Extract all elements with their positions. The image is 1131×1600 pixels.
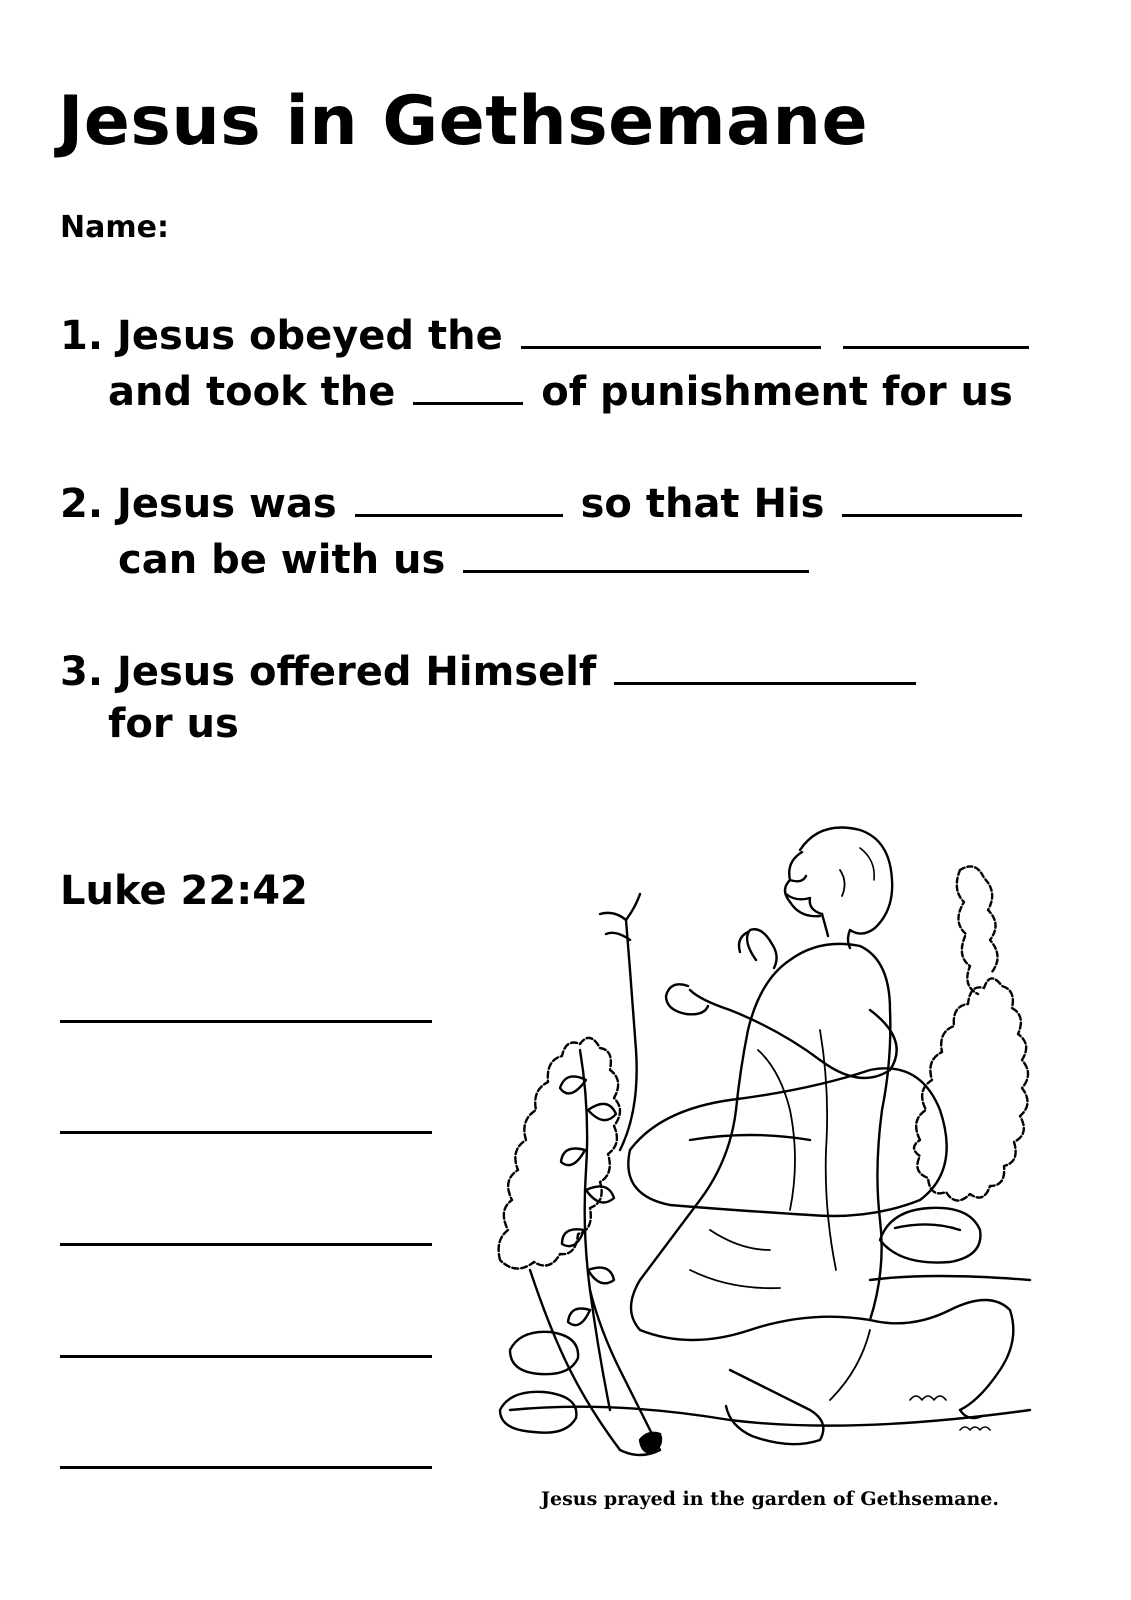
writing-line[interactable] [60,1355,432,1358]
illustration-caption: Jesus prayed in the garden of Gethsemane. [541,1488,999,1510]
question-2-text-a: 2. Jesus was [60,481,337,527]
question-2-line-2 [118,536,813,583]
answer-blank[interactable] [355,480,563,517]
question-3-text-b: for us [108,701,239,747]
page-title: Jesus in Gethsemane [58,82,869,161]
answer-blank[interactable] [843,312,1029,349]
answer-blank[interactable] [463,536,809,573]
question-3-line-1 [60,648,920,695]
question-1-line-2 [108,368,1013,415]
question-1-line-1 [60,312,1033,359]
answer-blank[interactable] [842,480,1022,517]
writing-line[interactable] [60,1243,432,1246]
writing-line[interactable] [60,1131,432,1134]
answer-blank[interactable] [614,648,916,685]
question-1-text-c: of punishment for us [541,369,1013,415]
answer-blank[interactable] [413,368,523,405]
coloring-illustration [490,810,1050,1480]
question-1-text-b: and took the [108,369,396,415]
answer-blank[interactable] [521,312,821,349]
question-2-line-1 [60,480,1026,527]
question-2-text-c: can be with us [118,537,446,583]
name-label: Name: [60,210,169,245]
writing-line[interactable] [60,1020,432,1023]
question-3-line-2 [108,701,239,747]
writing-line[interactable] [60,1466,432,1469]
question-1-text-a: 1. Jesus obeyed the [60,313,503,359]
verse-reference: Luke 22:42 [60,868,308,914]
question-3-text-a: 3. Jesus offered Himself [60,649,597,695]
question-2-text-b: so that His [580,481,825,527]
